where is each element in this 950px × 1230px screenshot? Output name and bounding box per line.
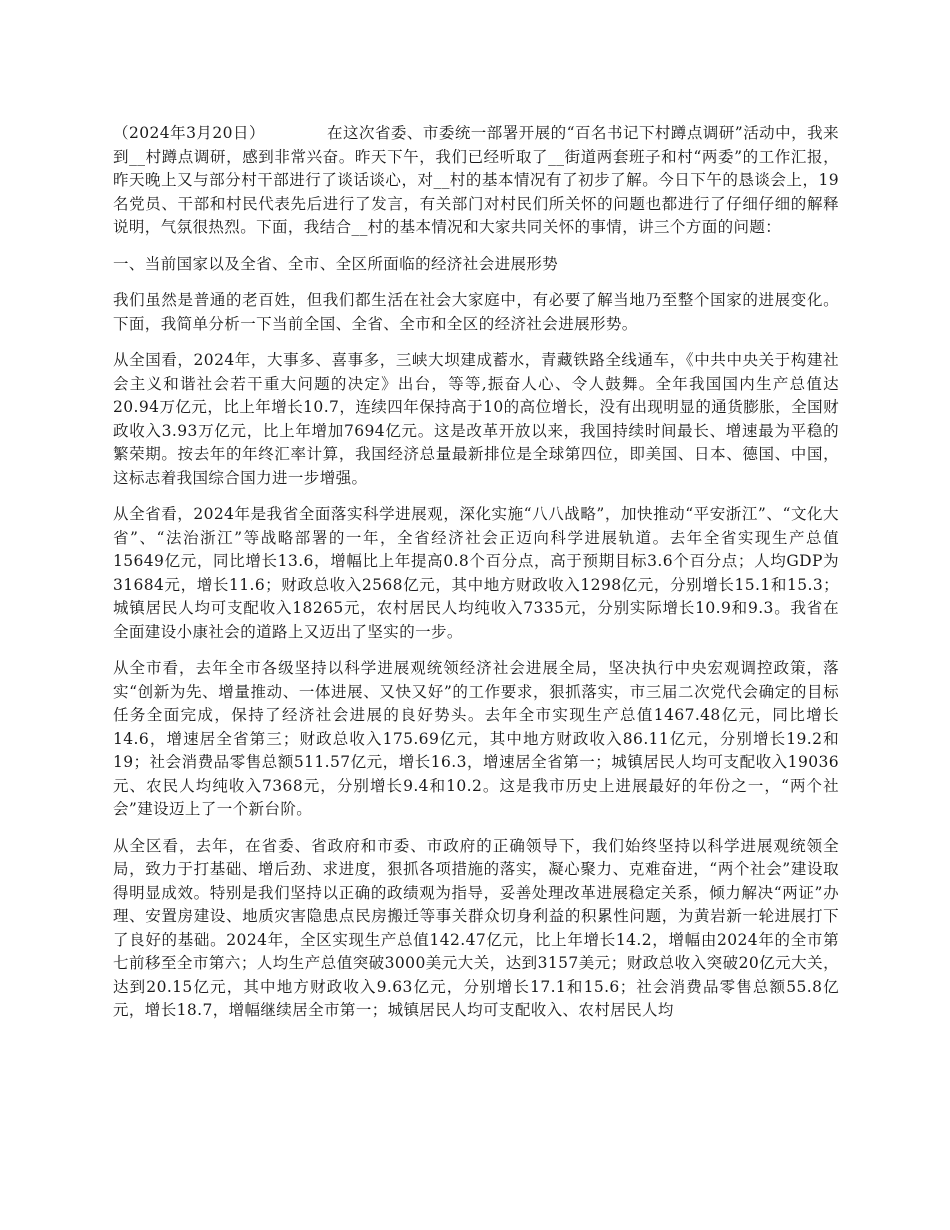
paragraph-overview: 我们虽然是普通的老百姓，但我们都生活在社会大家庭中，有必要了解当地乃至整个国家的进展变化。下面，我简单分析一下当前全国、全省、全市和全区的经济社会进展形势。 bbox=[113, 291, 839, 333]
document-body bbox=[113, 122, 839, 1036]
paragraph-provincial: 从全省看，2024年是我省全面落实科学进展观，深化实施“八八战略”，加快推动“平安浙江”、“文化大省”、“法治浙江”等战略部署的一年，全省经济社会正迈向科学进展轨道。去年全省实现生产总值15649亿元，同比增长13.6，增幅比上年提高0.8个百分点，高于预期目标3.6个百分点；人均GDP为31684元，增长11.6；财政总收入2568亿元，其中地方财政收入1298亿元，分别增长15.1和15.3；城镇居民人均可支配收入18265元，农村居民人均纯收入7335元，分别实际增长10.9和9.3。我省在全面建设小康社会的道路上又迈出了坚实的一步。 bbox=[113, 505, 839, 641]
speech-date: （2024年3月20日） bbox=[113, 124, 265, 142]
paragraph-city: 从全市看，去年全市各级坚持以科学进展观统领经济社会进展全局，坚决执行中央宏观调控政策，落实“创新为先、增量推动、一体进展、又快又好”的工作要求，狠抓落实，市三届二次党代会确定的目标任务全面完成，保持了经济社会进展的良好势头。去年全市实现生产总值1467.48亿元，同比增长14.6，增速居全省第三；财政总收入175.69亿元，其中地方财政收入86.11亿元，分别增长19.2和19；社会消费品零售总额511.57亿元，增长16.3，增速居全省第一；城镇居民人均可支配收入19036元、农民人均纯收入7368元，分别增长9.4和10.2。这是我市历史上进展最好的年份之一，“两个社会”建设迈上了一个新台阶。 bbox=[113, 659, 839, 818]
paragraph-district: 从全区看，去年，在省委、省政府和市委、市政府的正确领导下，我们始终坚持以科学进展观统领全局，致力于打基础、增后劲、求进度，狠抓各项措施的落实，凝心聚力、克难奋进，“两个社会”建设取得明显成效。特别是我们坚持以正确的政绩观为指导，妥善处理改革进展稳定关系，倾力解决“两证”办理、安置房建设、地质灾害隐患点民房搬迁等事关群众切身利益的积累性问题，为黄岩新一轮进展打下了良好的基础。2024年，全区实现生产总值142.47亿元，比上年增长14.2，增幅由2024年的全市第七前移至全市第六；人均生产总值突破3000美元大关，达到3157美元；财政总收入突破20亿元大关，达到20.15亿元，其中地方财政收入9.63亿元，分别增长17.1和15.6；社会消费品零售总额55.8亿元，增长18.7，增幅继续居全市第一；城镇居民人均可支配收入、农村居民人均 bbox=[113, 836, 839, 1019]
section-heading-1: 一、当前国家以及全省、全市、全区所面临的经济社会进展形势 bbox=[113, 254, 559, 273]
paragraph-national: 从全国看，2024年，大事多、喜事多，三峡大坝建成蓄水，青藏铁路全线通车，《中共中央关于构建社会主义和谐社会若干重大问题的决定》出台，等等,振奋人心、令人鼓舞。全年我国国内生产总值达20.94万亿元，比上年增长10.7，连续四年保持高于10的高位增长，没有出现明显的通货膨胀，全国财政收入3.93万亿元，比上年增加7694亿元。这是改革开放以来，我国持续时间最长、增速最为平稳的繁荣期。按去年的年终汇率计算，我国经济总量最新排位是全球第四位，即美国、日本、德国、中国，这标志着我国综合国力进一步增强。 bbox=[113, 351, 839, 487]
intro-paragraph bbox=[113, 122, 839, 240]
intro-text: 在这次省委、市委统一部署开展的“百名书记下村蹲点调研”活动中，我来到__村蹲点调研，感到非常兴奋。昨天下午，我们已经听取了__街道两套班子和村“两委”的工作汇报，昨天晚上又与部分村干部进行了谈话谈心，对__村的基本情况有了初步了解。今日下午的恳谈会上，19名党员、干部和村民代表先后进行了发言，有关部门对村民们所关怀的问题也都进行了仔细仔细的解释说明，气氛很热烈。下面，我结合__村的基本情况和大家共同关怀的事情，讲三个方面的问题： bbox=[113, 124, 839, 236]
